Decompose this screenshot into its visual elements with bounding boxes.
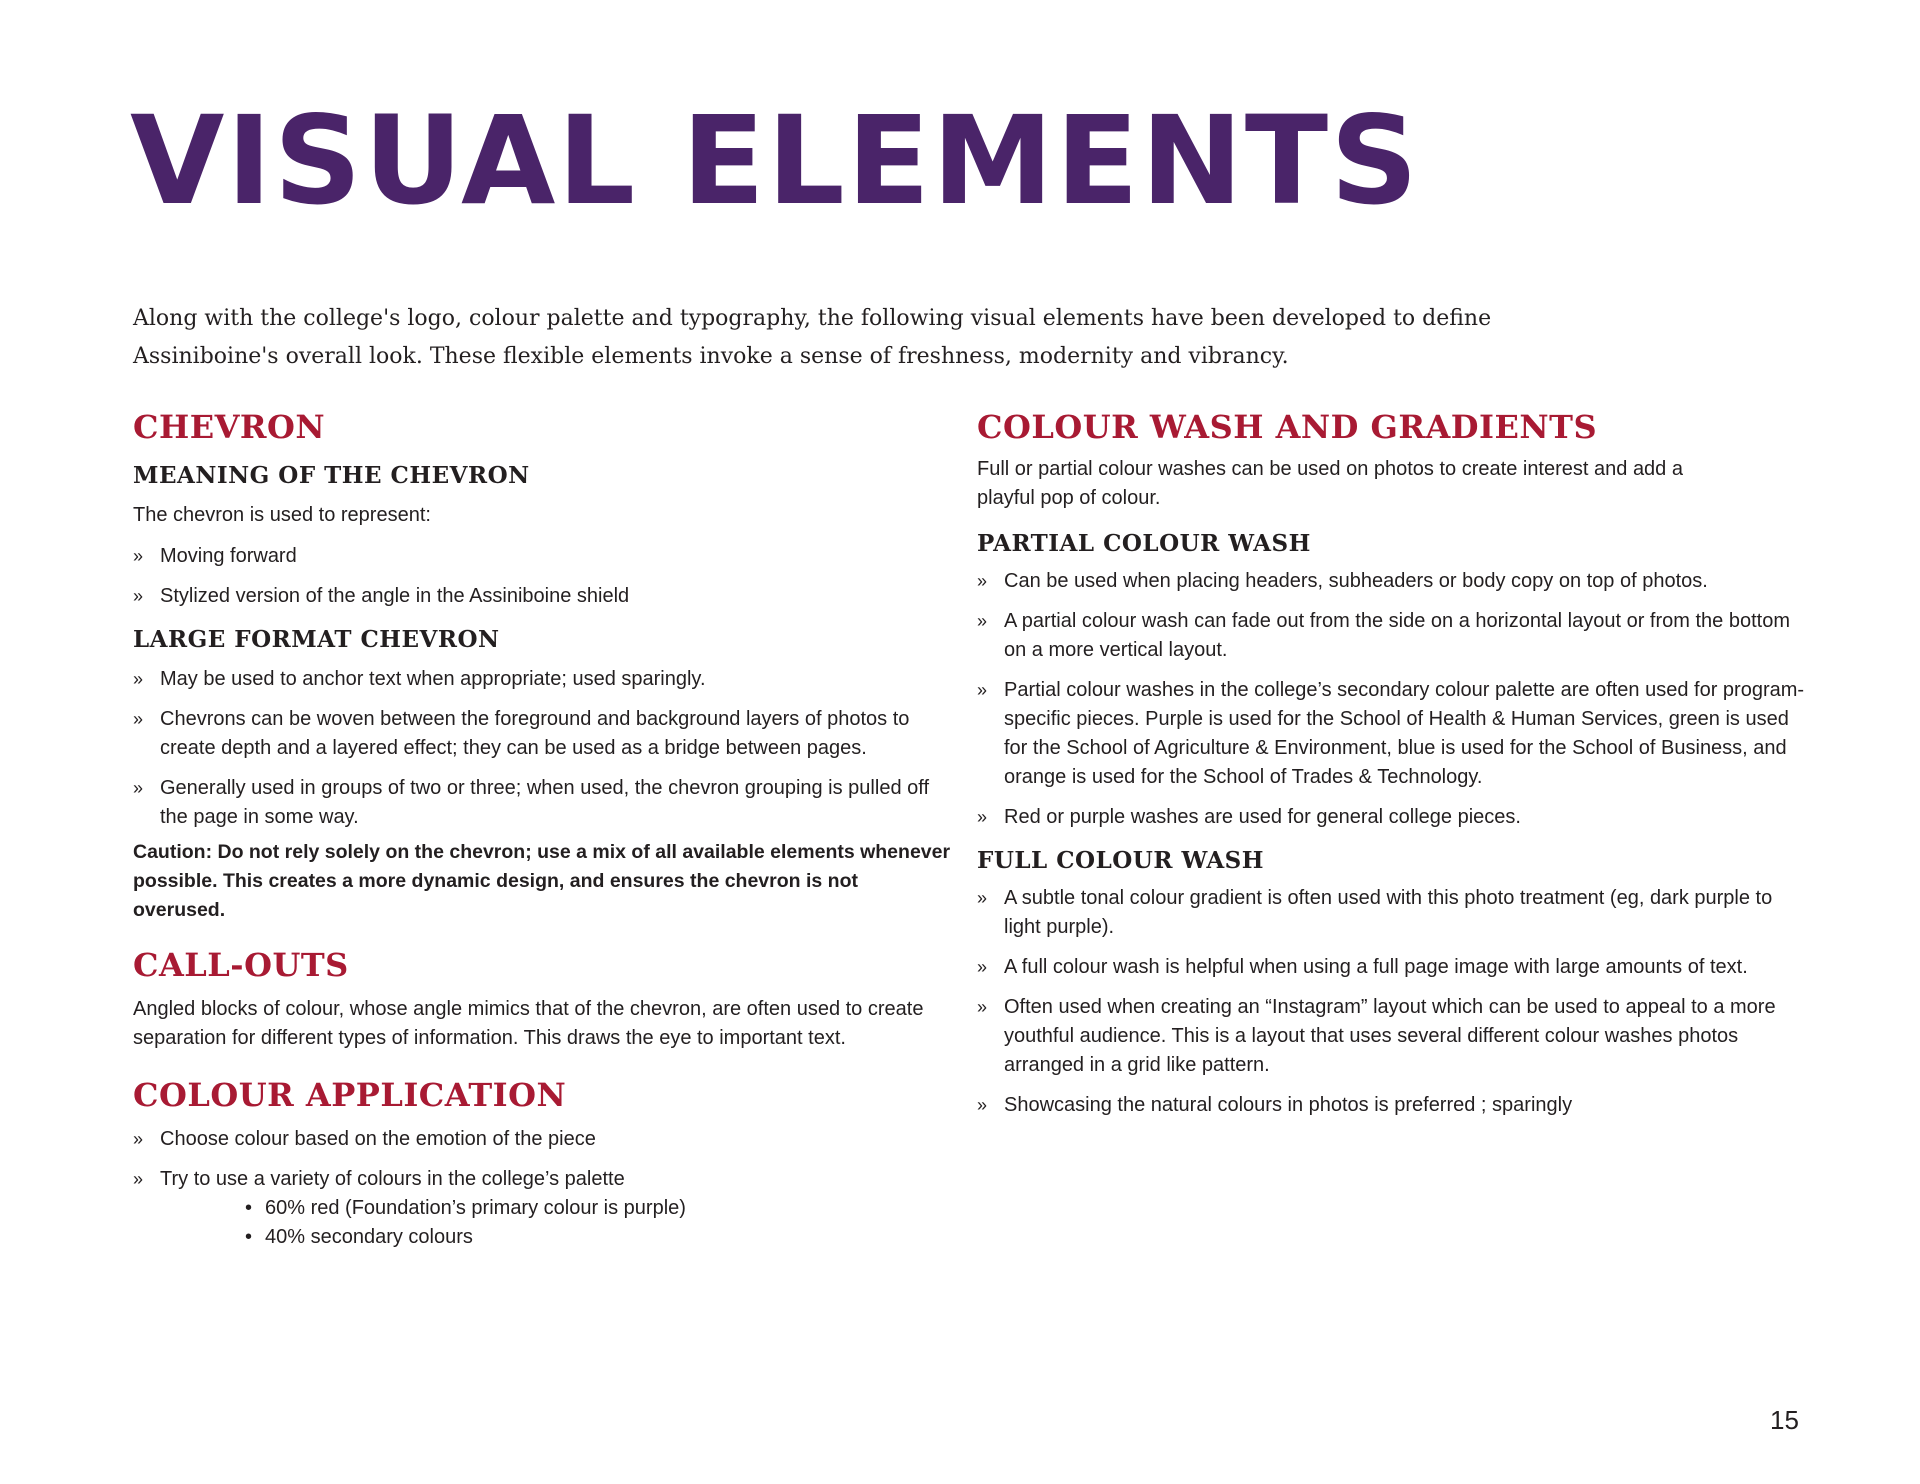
list-item-text: Can be used when placing headers, subheaders or body copy on top of photos. xyxy=(1004,570,1708,592)
bullet-marker: » xyxy=(133,1169,144,1189)
sub-list-item: • 60% red (Foundation’s primary colour is purple) xyxy=(245,1197,686,1219)
list-item xyxy=(977,567,1807,596)
list-item-text: A partial colour wash can fade out from the side on a horizontal layout or from the bottom on a more vertical layout. xyxy=(1004,610,1790,661)
list-item-text: Stylized version of the angle in the Assiniboine shield xyxy=(160,585,630,607)
list-item-text: Moving forward xyxy=(160,545,297,567)
colour-ratio-list xyxy=(160,1194,953,1252)
sub-list-item-text: 60% red (Foundation’s primary colour is purple) xyxy=(265,1197,686,1219)
bullet-marker: » xyxy=(977,957,988,977)
bullet-marker: » xyxy=(133,669,144,689)
bullet-marker: » xyxy=(977,1095,988,1115)
bullet-marker: » xyxy=(977,680,988,700)
list-item xyxy=(133,1165,953,1252)
list-item xyxy=(977,1091,1807,1120)
list-item xyxy=(133,705,953,763)
right-column xyxy=(977,405,1807,1120)
list-item-text: Red or purple washes are used for general college pieces. xyxy=(1004,806,1521,828)
partial-colour-wash-list xyxy=(977,567,1807,832)
list-item xyxy=(133,582,953,611)
call-outs-body: Angled blocks of colour, whose angle mimics that of the chevron, are often used to create separation for different types of information. This draws the eye to important text. xyxy=(133,998,924,1049)
sub-list-item: • 40% secondary colours xyxy=(245,1226,473,1248)
list-item xyxy=(977,884,1807,942)
meaning-intro-text: The chevron is used to represent: xyxy=(133,504,431,526)
bullet-marker: » xyxy=(133,1129,144,1149)
full-colour-wash-heading: FULL COLOUR WASH xyxy=(977,847,1265,874)
meaning-list xyxy=(133,542,953,611)
list-item xyxy=(977,676,1807,792)
list-item xyxy=(133,774,953,832)
meaning-of-chevron-heading: MEANING OF THE CHEVRON xyxy=(133,462,530,489)
list-item xyxy=(977,803,1807,832)
caution-note: Caution: Do not rely solely on the chevron; use a mix of all available elements whenever possible. This creates a more dynamic design, and ensures the chevron is not overused. xyxy=(133,841,951,921)
colour-wash-heading: COLOUR WASH AND GRADIENTS xyxy=(977,408,1598,446)
bullet-marker: » xyxy=(977,807,988,827)
list-item-text: Chevrons can be woven between the foreground and background layers of photos to create depth and a layered effect; they can be used as a bridge between pages. xyxy=(160,708,910,759)
list-item-text: A subtle tonal colour gradient is often used with this photo treatment (eg, dark purple to light purple). xyxy=(1004,887,1773,938)
bullet-marker: » xyxy=(133,546,144,566)
list-item-text: Often used when creating an “Instagram” layout which can be used to appeal to a more youthful audience. This is a layout that uses several different colour washes photos arranged in a grid like pattern. xyxy=(1004,996,1776,1076)
chevron-heading: CHEVRON xyxy=(133,408,326,446)
page-title: VISUAL ELEMENTS xyxy=(130,90,1420,232)
bullet-marker: » xyxy=(977,611,988,631)
call-outs-heading: CALL-OUTS xyxy=(133,946,349,984)
bullet-marker: » xyxy=(133,586,144,606)
bullet-marker: » xyxy=(977,997,988,1017)
bullet-marker: » xyxy=(133,709,144,729)
list-item xyxy=(133,665,953,694)
bullet-marker: » xyxy=(977,888,988,908)
page-number: 15 xyxy=(1770,1405,1799,1435)
list-item xyxy=(133,542,953,571)
list-item xyxy=(977,953,1807,982)
list-item-text: May be used to anchor text when appropriate; used sparingly. xyxy=(160,668,706,690)
list-item-text: Generally used in groups of two or three; when used, the chevron grouping is pulled off the page in some way. xyxy=(160,777,929,828)
intro-paragraph: Along with the college's logo, colour palette and typography, the following visual elements have been developed to define Assiniboine's overall look. These flexible elements invoke a sense of freshness, modernity and vibrancy. xyxy=(133,306,1492,369)
list-item-text: Showcasing the natural colours in photos is preferred ; sparingly xyxy=(1004,1094,1573,1116)
list-item-text: Choose colour based on the emotion of the piece xyxy=(160,1128,596,1150)
sub-list-item-text: 40% secondary colours xyxy=(265,1226,473,1248)
colour-application-heading: COLOUR APPLICATION xyxy=(133,1076,567,1114)
list-item-text: Partial colour washes in the college’s secondary colour palette are often used for program-specific pieces. Purple is used for the School of Health & Human Services, green is used for the School of Agriculture & Environment, blue is used for the School of Business, and orange is used for the School of Trades & Technology. xyxy=(1004,679,1805,788)
left-column xyxy=(133,405,953,1252)
list-item xyxy=(977,993,1807,1080)
full-colour-wash-list xyxy=(977,884,1807,1120)
bullet-marker: » xyxy=(977,571,988,591)
list-item-text: Try to use a variety of colours in the college’s palette xyxy=(160,1168,625,1190)
large-format-list xyxy=(133,665,953,832)
partial-colour-wash-heading: PARTIAL COLOUR WASH xyxy=(977,530,1311,557)
list-item xyxy=(133,1125,953,1154)
large-format-chevron-heading: LARGE FORMAT CHEVRON xyxy=(133,626,500,653)
colour-application-list xyxy=(133,1125,953,1252)
colour-wash-body: Full or partial colour washes can be used on photos to create interest and add a playful pop of colour. xyxy=(977,458,1683,509)
list-item xyxy=(977,607,1807,665)
bullet-marker: » xyxy=(133,778,144,798)
list-item-text: A full colour wash is helpful when using a full page image with large amounts of text. xyxy=(1004,956,1748,978)
